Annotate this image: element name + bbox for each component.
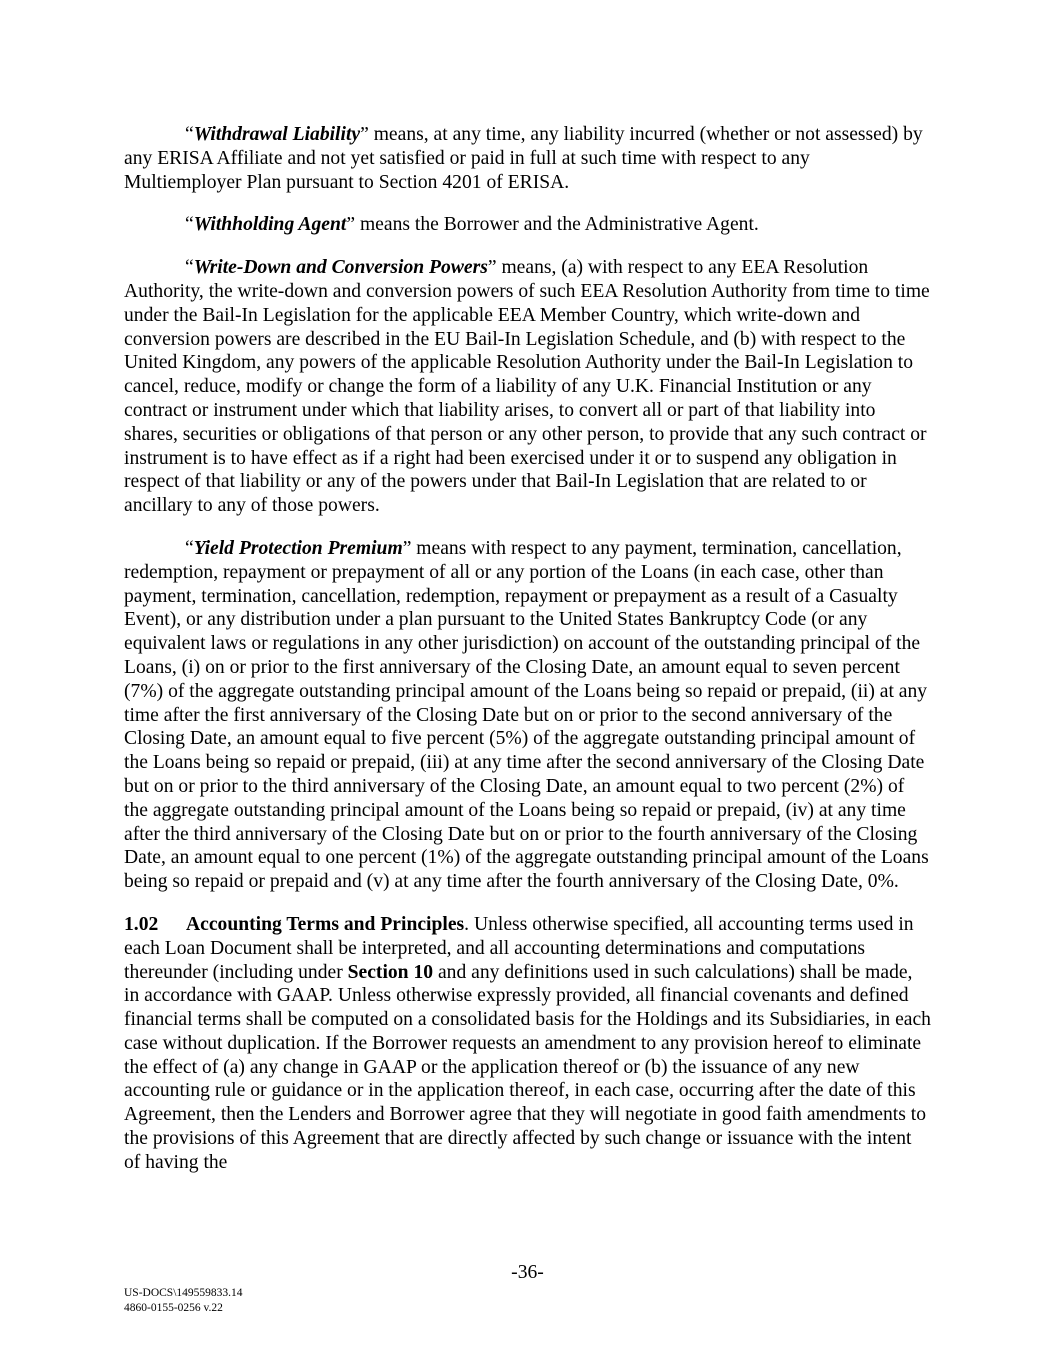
defined-term: Yield Protection Premium bbox=[193, 537, 403, 559]
document-footer bbox=[124, 1286, 243, 1316]
defined-term: Withholding Agent bbox=[193, 214, 347, 236]
footer-version: 4860-0155-0256 v.22 bbox=[124, 1302, 223, 1314]
document-body bbox=[124, 123, 932, 1175]
open-quote: “ bbox=[185, 124, 194, 145]
page-number: -36- bbox=[511, 1262, 544, 1283]
definition-text: ” means, (a) with respect to any EEA Resolution Authority, the write-down and conversion powers of such EEA Resolution Authority from time to time under the Bail-In Legislation for the applicable EEA Member Country, which write-down and conversion powers are described in the EU Bail-In Legislation Schedule, and (b) with respect to the United Kingdom, any powers of the applicable Resolution Authority under the Bail-In Legislation to cancel, reduce, modify or change the form of a liability of any U.K. Financial Institution or any contract or instrument under which that liability arises, to convert all or part of that liability into shares, securities or obligations of that person or any other person, to provide that any such contract or instrument is to have effect as if a right had been exercised under it or to suspend any obligation in respect of that liability or any of the powers under that Bail-In Legislation that are related to or ancillary to any of those powers. bbox=[124, 257, 930, 517]
definition-text: ” means with respect to any payment, termination, cancellation, redemption, repayment or prepayment of all or any portion of the Loans (in each case, other than payment, termination, cancellation, redemption, repayment or prepayment as a result of a Casualty Event), or any distribution under a plan pursuant to the United States Bankruptcy Code (or any equivalent laws or regulations in any other jurisdiction) on account of the outstanding principal of the Loans, (i) on or prior to the first anniversary of the Closing Date, an amount equal to seven percent (7%) of the aggregate outstanding principal amount of the Loans being so repaid or prepaid, (ii) at any time after the first anniversary of the Closing Date but on or prior to the second anniversary of the Closing Date, an amount equal to five percent (5%) of the aggregate outstanding principal amount of the Loans being so repaid or prepaid, (iii) at any time after the second anniversary of the Closing Date but on or prior to the third anniversary of the Closing Date, an amount equal to two percent (2%) of the aggregate outstanding principal amount of the Loans being so repaid or prepaid, (iv) at any time after the third anniversary of the Closing Date but on or prior to the fourth anniversary of the Closing Date, an amount equal to one percent (1%) of the aggregate outstanding principal amount of the Loans being so repaid or prepaid and (v) at any time after the fourth anniversary of the Closing Date, 0%. bbox=[124, 537, 929, 893]
defined-term: Withdrawal Liability bbox=[193, 124, 361, 145]
section-1-02-accounting-terms bbox=[124, 913, 932, 1175]
definition-text: ” means the Borrower and the Administrative Agent. bbox=[346, 214, 759, 236]
open-quote: “ bbox=[185, 257, 194, 279]
footer-doc-id: US-DOCS\149559833.14 bbox=[124, 1287, 243, 1299]
definition-write-down-and-conversion-powers bbox=[124, 256, 932, 518]
defined-term: Write-Down and Conversion Powers bbox=[193, 257, 488, 279]
definition-yield-protection-premium bbox=[124, 537, 932, 894]
definition-withdrawal-liability bbox=[124, 123, 932, 194]
definition-text: ” means, at any time, any liability incurred (whether or not assessed) by any ERISA Affiliate and not yet satisfied or paid in full at such time with respect to any Multiemployer Plan pursuant to Section 4201 of ERISA. bbox=[124, 124, 923, 193]
section-title: Accounting Terms and Principles bbox=[186, 913, 465, 935]
section-number: 1.02 bbox=[124, 913, 159, 935]
open-quote: “ bbox=[185, 537, 194, 559]
open-quote: “ bbox=[185, 214, 194, 236]
definition-withholding-agent bbox=[124, 213, 932, 237]
section-reference: Section 10 bbox=[347, 961, 434, 983]
section-text: . Unless otherwise specified, all accounting terms used in each Loan Document shall be interpreted, and all accounting determinations and computations thereunder (including under bbox=[124, 913, 914, 983]
section-text-continued: and any definitions used in such calculations) shall be made, in accordance with GAAP. Unless otherwise expressly provided, all financial covenants and defined financial terms shall be computed on a consolidated basis for the Holdings and its Subsidiaries, in each case without duplication. If the Borrower requests an amendment to any provision hereof to eliminate the effect of (a) any change in GAAP or the application thereof or (b) the issuance of any new accounting rule or guidance or in the application thereof, in each case, occurring after the date of this Agreement, then the Lenders and Borrower agree that they will negotiate in good faith amendments to the provisions of this Agreement that are directly affected by such change or issuance with the intent of having the bbox=[124, 961, 931, 1173]
